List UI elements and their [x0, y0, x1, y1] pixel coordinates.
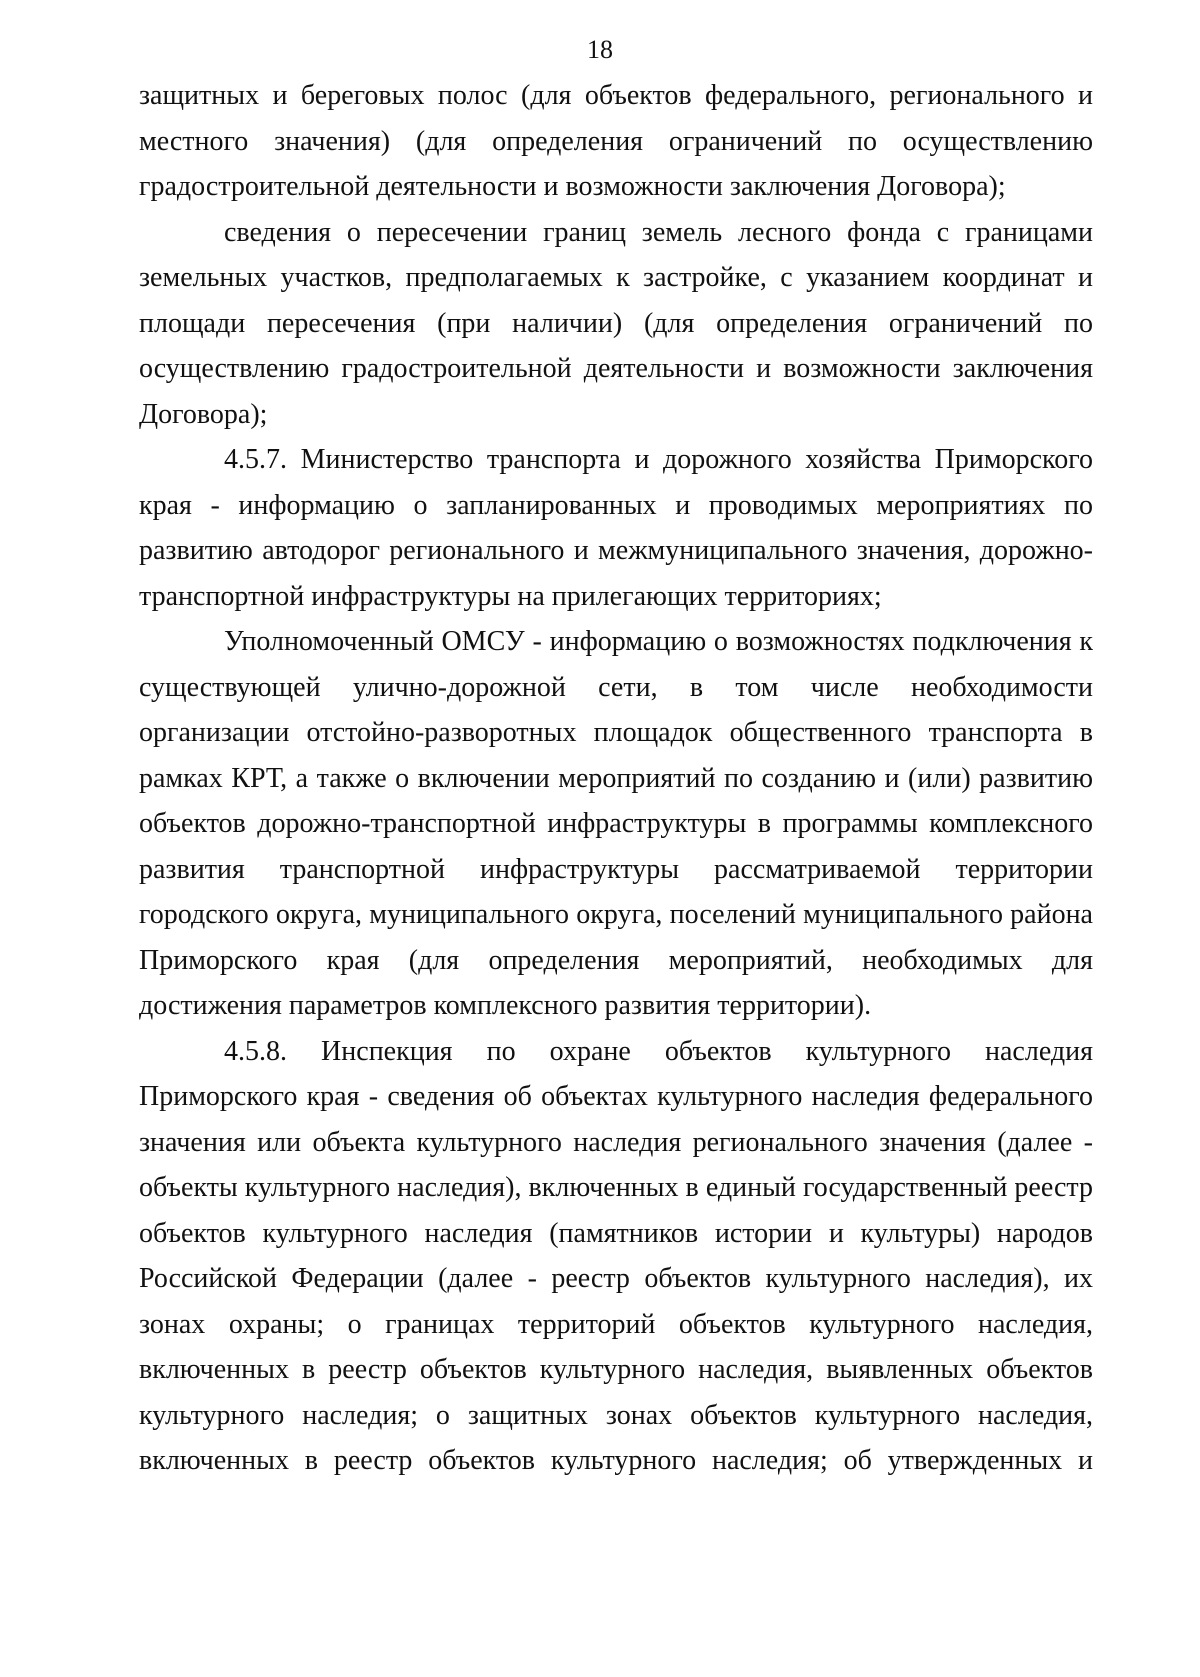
paragraph-4-5-7-transport-ministry: 4.5.7. Министерство транспорта и дорожного хозяйства Приморского края - информацию о запланированных и проводимых мероприятиях по развитию автодорог регионального и межмуниципального значения, дорожно-транспортной инфраструктуры на прилегающих территориях; — [139, 444, 1093, 612]
document-body — [139, 73, 1093, 1484]
page-number: 18 — [587, 35, 613, 64]
paragraph-4-5-8-cultural-heritage-inspection: 4.5.8. Инспекция по охране объектов культурного наследия Приморского края - сведения об объектах культурного наследия федерального значения или объекта культурного наследия регионального значения (далее - объекты культурного наследия), включенных в единый государственный реестр объектов культурного наследия (памятников истории и культуры) народов Российской Федерации (далее - реестр объектов культурного наследия), их зонах охраны; о границах территорий объектов культурного наследия, включенных в реестр объектов культурного наследия, выявленных объектов культурного наследия; о защитных зонах объектов культурного наследия, включенных в реестр объектов культурного наследия; об утвержденных и — [139, 1035, 1093, 1476]
paragraph-authorized-omsu: Уполномоченный ОМСУ - информацию о возможностях подключения к существующей улично-дорожной сети, в том числе необходимости организации отстойно-разворотных площадок общественного транспорта в рамках КРТ, а также о включении мероприятий по созданию и (или) развитию объектов дорожно-транспортной инфраструктуры в программы комплексного развития транспортной инфраструктуры рассматриваемой территории городского округа, муниципального округа, поселений муниципального района Приморского края (для определения мероприятий, необходимых для достижения параметров комплексного развития территории). — [139, 626, 1093, 1021]
paragraph-forest-land-intersection: сведения о пересечении границ земель лесного фонда с границами земельных участков, предполагаемых к застройке, с указанием координат и площади пересечения (при наличии) (для определения ограничений по осуществлению градостроительной деятельности и возможности заключения Договора); — [139, 216, 1093, 430]
paragraph-protective-strips-continuation: защитных и береговых полос (для объектов федерального, регионального и местного значения) (для определения ограничений по осуществлению градостроительной деятельности и возможности заключения Договора); — [139, 80, 1093, 202]
